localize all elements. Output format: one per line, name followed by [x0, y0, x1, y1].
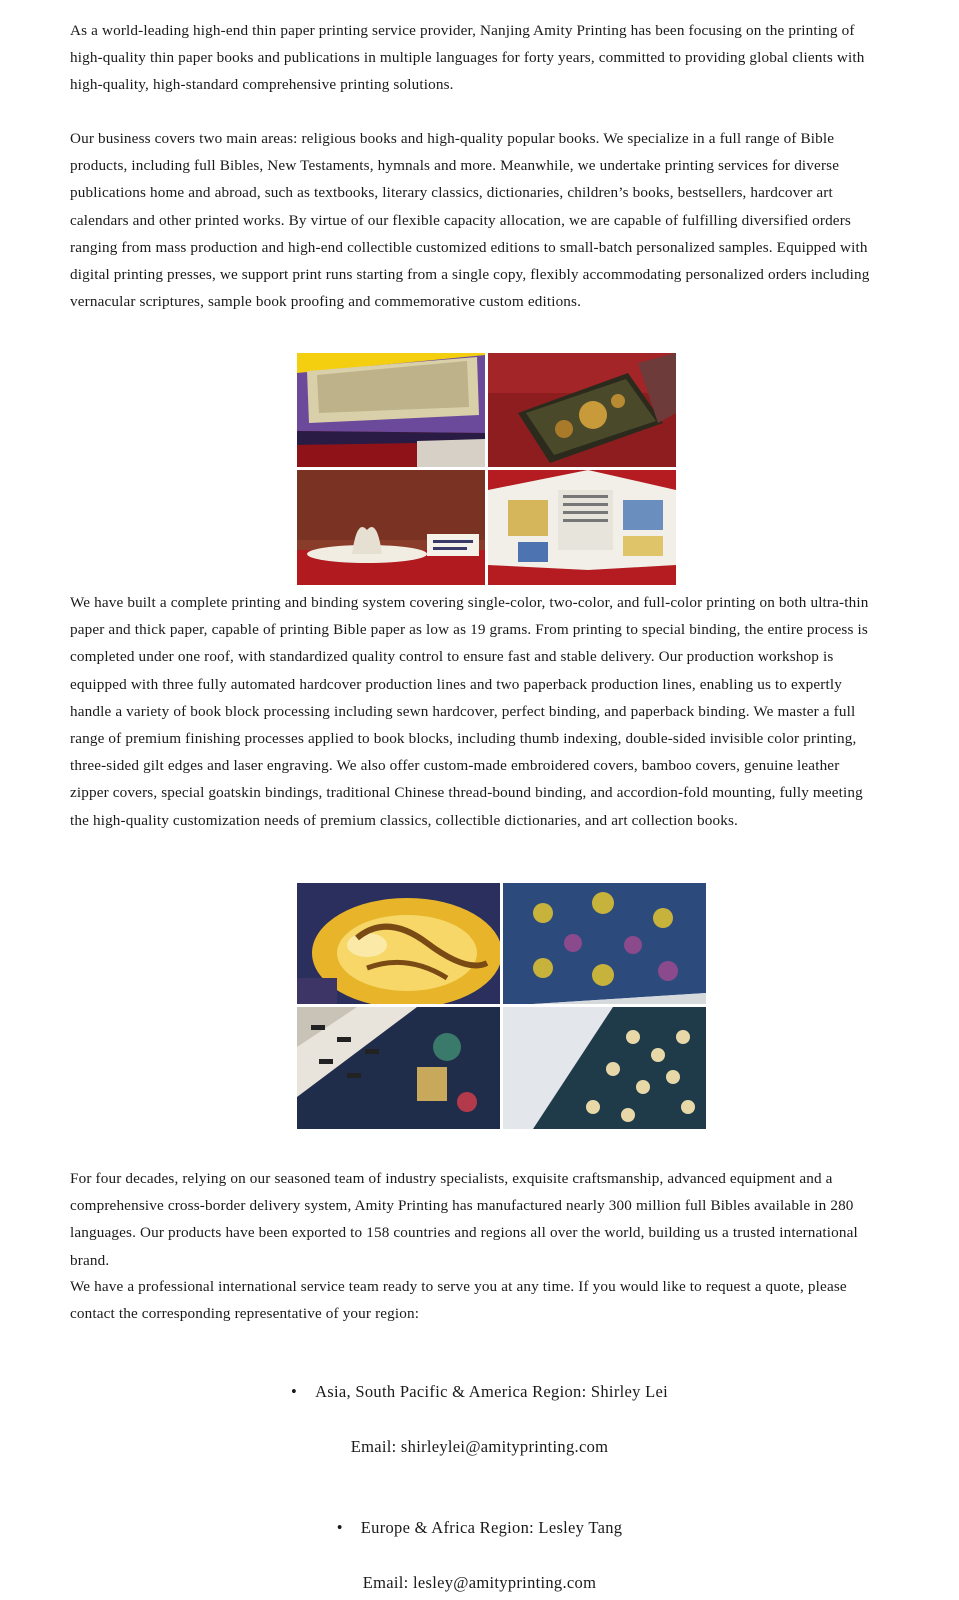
photo-grape-pattern-cover: [503, 883, 706, 1004]
contact-asia-region: [0, 1381, 959, 1403]
photo-open-heart-fold-book: [297, 470, 485, 585]
photo-peacock-pattern-cover: [503, 1007, 706, 1129]
contact-europe-email[interactable]: Email: lesley@amityprinting.com: [362, 1573, 597, 1592]
contact-intro-paragraph: We have a professional international service team ready to serve you at any time. If you would like to request a quote, please contact the corresponding representative of your region:: [70, 1278, 847, 1323]
product-photo-grid: [297, 353, 676, 585]
contact-europe-region: [0, 1517, 959, 1539]
photo-gilt-edge-books: [297, 353, 485, 467]
production-paragraph: We have built a complete printing and binding system covering single-color, two-color, and full-color printing on both ultra-thin paper and thick paper, capable of printing Bible paper as low as 19 grams. From printing to special binding, the entire process is completed under one roof, with standardized quality control to ensure fast and stable delivery. Our production workshop is equipped with three fully automated hardcover production lines and two paperback production lines, enabling us to expertly handle a variety of book block processing including sewn hardcover, perfect binding, and paperback binding. We master a full range of premium finishing processes applied to book blocks, including thumb indexing, double-sided invisible color printing, three-sided gilt edges and laser engraving. We also offer custom-made embroidered covers, bamboo covers, genuine leather zipper covers, special goatskin bindings, traditional Chinese thread-bound binding, and accordion-fold mounting, fully meeting the high-quality customization needs of premium classics, collectible dictionaries, and art collection books.: [70, 594, 869, 829]
history-paragraph: For four decades, relying on our seasoned team of industry specialists, exquisite craftsmanship, advanced equipment and a comprehensive cross-border delivery system, Amity Printing has manufactured nearly 300 million full Bibles available in 280 languages. Our products have been exported to 158 countries and regions all over the world, building us a trusted international brand.: [70, 1170, 858, 1269]
photo-open-illustrated-dictionary: [488, 470, 676, 585]
intro-paragraph: As a world-leading high-end thin paper printing service provider, Nanjing Amity Printing has been focusing on the printing of high-quality thin paper books and publications in multiple languages for forty years, committed to providing global clients with high-quality, high-standard comprehensive printing solutions.: [70, 22, 865, 94]
bullet-icon: •: [336, 1518, 343, 1537]
business-paragraph: Our business covers two main areas: religious books and high-quality popular books. We specialize in a full range of Bible products, including full Bibles, New Testaments, hymnals and more. Meanwhile, we undertake printing services for diverse publications home and abroad, such as textbooks, literary classics, dictionaries, children’s books, bestsellers, hardcover art calendars and other printed works. By virtue of our flexible capacity allocation, we are capable of fulfilling diversified orders ranging from mass production and high-end collectible customized editions to small-batch personalized samples. Equipped with digital printing presses, we support print runs starting from a single copy, flexibly accommodating personalized orders including vernacular scriptures, sample book proofing and commemorative custom editions.: [70, 130, 870, 311]
cover-photo-grid: [297, 883, 706, 1129]
contact-asia-email[interactable]: Email: shirleylei@amityprinting.com: [350, 1437, 609, 1456]
bullet-icon: •: [291, 1382, 298, 1401]
photo-ornate-cover-book: [488, 353, 676, 467]
contact-europe-label: Europe & Africa Region: Lesley Tang: [360, 1518, 623, 1537]
contact-asia-label: Asia, South Pacific & America Region: Shirley Lei: [315, 1382, 668, 1401]
photo-discovery-bible-cover: [297, 883, 500, 1004]
photo-thumb-index-edges: [297, 1007, 500, 1129]
